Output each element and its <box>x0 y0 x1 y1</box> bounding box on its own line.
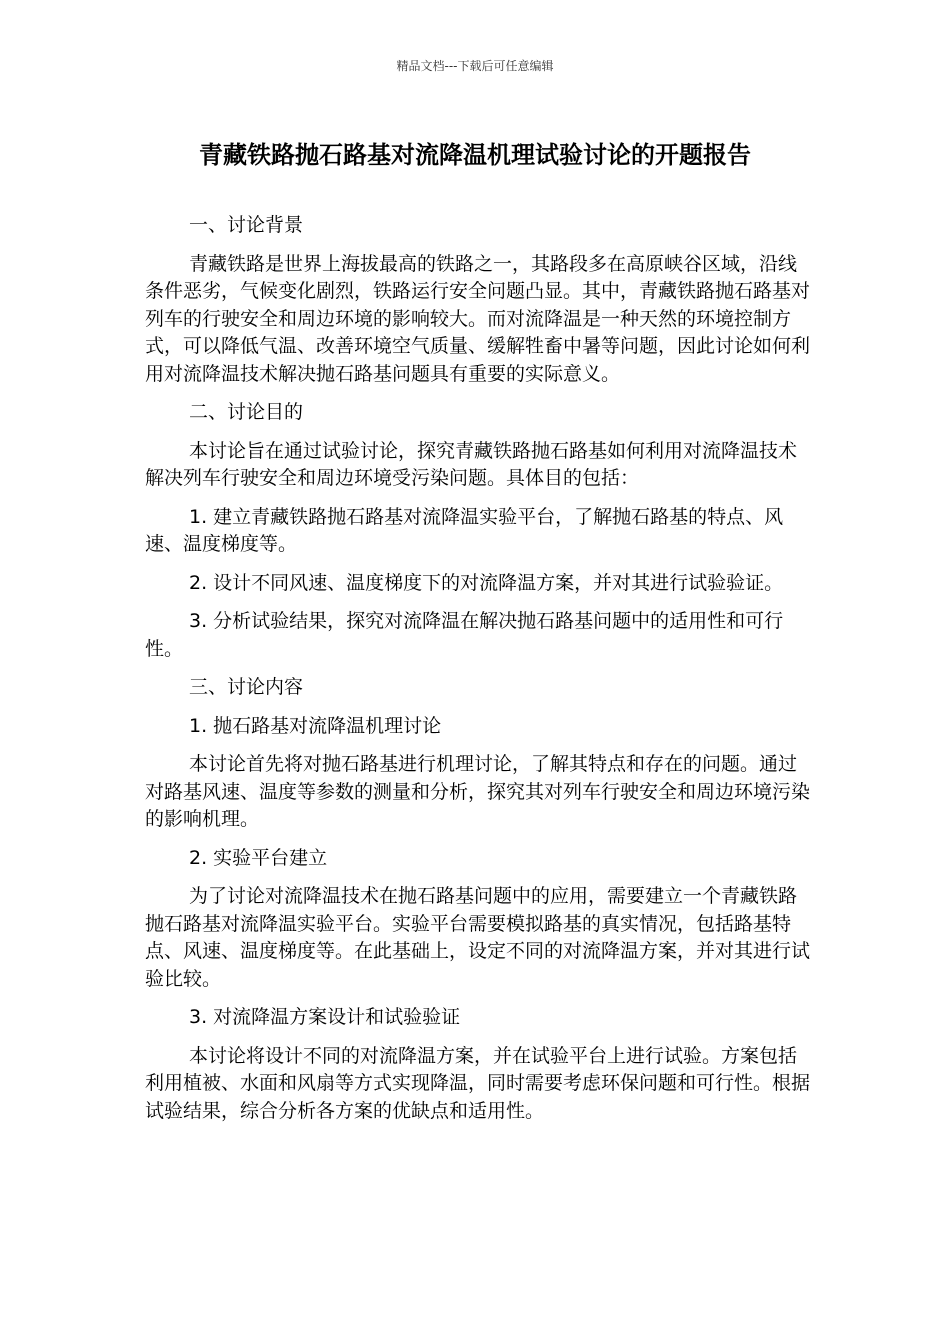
section-heading-background: 一、讨论背景 <box>189 214 304 236</box>
document-title: 青藏铁路抛石路基对流降温机理试验讨论的开题报告 <box>199 141 751 169</box>
subheading-mechanism: 1. 抛石路基对流降温机理讨论 <box>189 714 442 737</box>
paragraph-background: 青藏铁路是世界上海拔最高的铁路之一，其路段多在高原峡谷区域，沿线条件恶劣，气候变化剧烈，铁路运行安全问题凸显。其中，青藏铁路抛石路基对列车的行驶安全和周边环境的影响较大。而对流降温是一种天然的环境控制方式，可以降低气温、改善环境空气质量、缓解牲畜中暑等问题，因此讨论如何利用对流降温技术解决抛石路基问题具有重要的实际意义。 <box>145 252 811 385</box>
subheading-platform: 2. 实验平台建立 <box>189 846 328 869</box>
purpose-item-2: 2. 设计不同风速、温度梯度下的对流降温方案，并对其进行试验验证。 <box>189 571 784 594</box>
document-body <box>145 212 810 1136</box>
purpose-item-1: 1. 建立青藏铁路抛石路基对流降温实验平台，了解抛石路基的特点、风速、温度梯度等。 <box>145 505 784 555</box>
purpose-item-3: 3. 分析试验结果，探究对流降温在解决抛石路基问题中的适用性和可行性。 <box>145 610 784 660</box>
paragraph-mechanism: 本讨论首先将对抛石路基进行机理讨论，了解其特点和存在的问题。通过对路基风速、温度等参数的测量和分析，探究其对列车行驶安全和周边环境污染的影响机理。 <box>145 753 811 830</box>
paragraph-purpose-intro: 本讨论旨在通过试验讨论，探究青藏铁路抛石路基如何利用对流降温技术解决列车行驶安全和周边环境受污染问题。具体目的包括： <box>145 439 798 489</box>
paragraph-scheme: 本讨论将设计不同的对流降温方案，并在试验平台上进行试验。方案包括利用植被、水面和风扇等方式实现降温，同时需要考虑环保问题和可行性。根据试验结果，综合分析各方案的优缺点和适用性。 <box>145 1044 811 1122</box>
section-heading-purpose: 二、讨论目的 <box>189 401 304 423</box>
paragraph-platform: 为了讨论对流降温技术在抛石路基问题中的应用，需要建立一个青藏铁路抛石路基对流降温实验平台。实验平台需要模拟路基的真实情况，包括路基特点、风速、温度梯度等。在此基础上，设定不同的对流降温方案，并对其进行试验比较。 <box>145 885 811 990</box>
section-heading-content: 三、讨论内容 <box>189 676 304 698</box>
header-note: 精品文档---下载后可任意编辑 <box>396 59 554 73</box>
subheading-scheme: 3. 对流降温方案设计和试验验证 <box>189 1006 461 1028</box>
